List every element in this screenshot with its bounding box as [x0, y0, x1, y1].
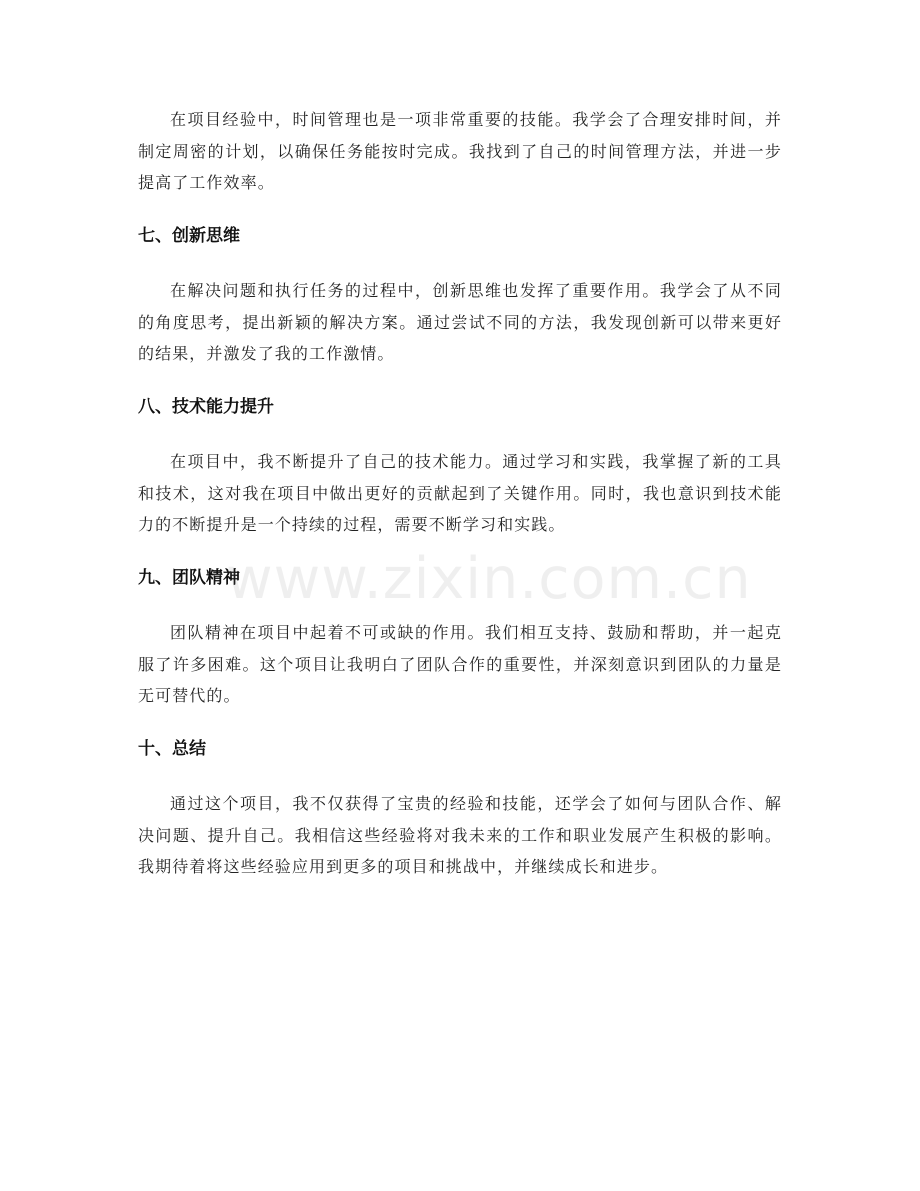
- heading-innovation: 七、创新思维: [138, 225, 240, 246]
- paragraph-time-management: 在项目经验中，时间管理也是一项非常重要的技能。我学会了合理安排时间，并制定周密的计划，以确保任务能按时完成。我找到了自己的时间管理方法，并进一步提高了工作效率。: [138, 110, 782, 192]
- heading-summary: 十、总结: [138, 738, 206, 759]
- paragraph-summary: 通过这个项目，我不仅获得了宝贵的经验和技能，还学会了如何与团队合作、解决问题、提升自己。我相信这些经验将对我未来的工作和职业发展产生积极的影响。我期待着将这些经验应用到更多的项目和挑战中，并继续成长和进步。: [138, 794, 782, 876]
- heading-team-spirit: 九、团队精神: [138, 567, 240, 588]
- heading-technical-skills: 八、技术能力提升: [138, 396, 274, 417]
- document-body: [138, 104, 782, 883]
- paragraph-innovation: 在解决问题和执行任务的过程中，创新思维也发挥了重要作用。我学会了从不同的角度思考，提出新颖的解决方案。通过尝试不同的方法，我发现创新可以带来更好的结果，并激发了我的工作激情。: [138, 281, 782, 363]
- paragraph-team-spirit: 团队精神在项目中起着不可或缺的作用。我们相互支持、鼓励和帮助，并一起克服了许多困难。这个项目让我明白了团队合作的重要性，并深刻意识到团队的力量是无可替代的。: [138, 623, 782, 705]
- watermark-text: www.zixin.com.cn: [226, 546, 752, 612]
- paragraph-technical-skills: 在项目中，我不断提升了自己的技术能力。通过学习和实践，我掌握了新的工具和技术，这对我在项目中做出更好的贡献起到了关键作用。同时，我也意识到技术能力的不断提升是一个持续的过程，需要不断学习和实践。: [138, 452, 782, 534]
